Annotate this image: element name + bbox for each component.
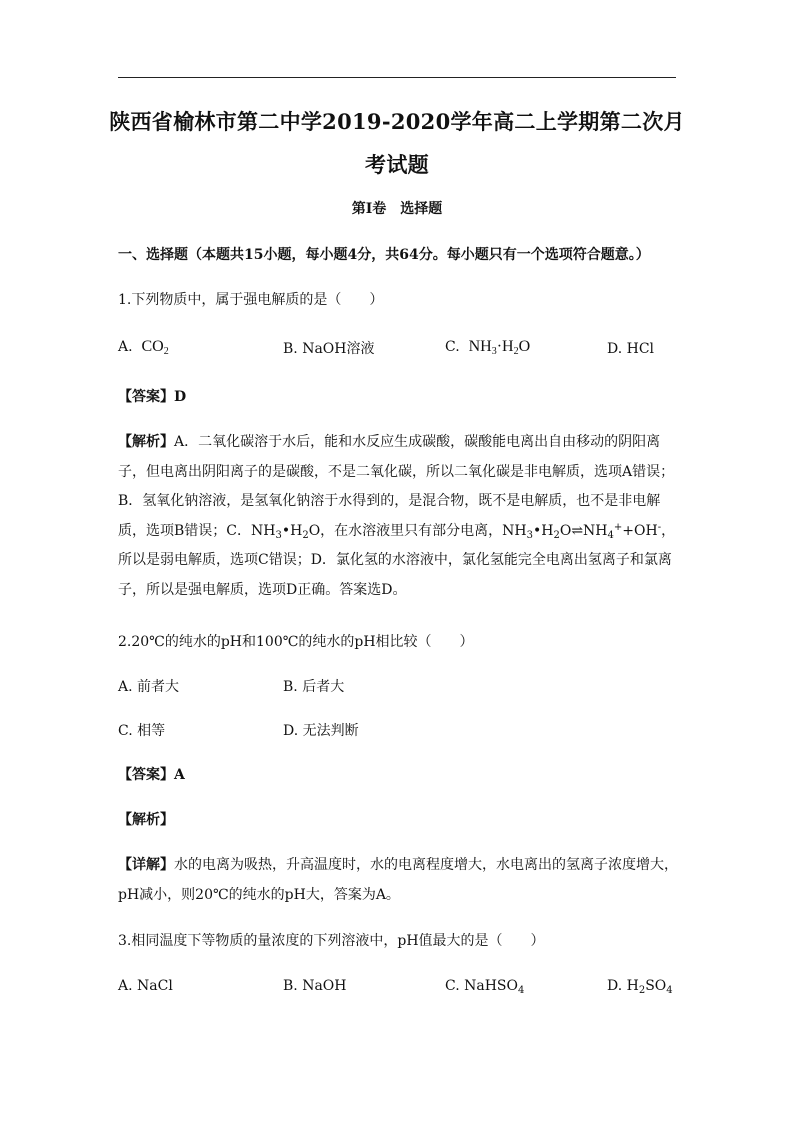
q1-analysis-label: 【解析】 bbox=[118, 434, 174, 450]
question-1-stem: 1.下列物质中，属于强电解质的是（ ） bbox=[118, 292, 384, 308]
q3-d-sub1: 2 bbox=[638, 985, 646, 996]
q3-d-mid: SO bbox=[645, 978, 667, 994]
q2-analysis: 【解析】 bbox=[118, 812, 174, 828]
q1-c-dot: ·H bbox=[496, 338, 514, 355]
q1-a-main: CO bbox=[141, 338, 164, 355]
part-heading: 一、选择题（本题共15小题，每小题4分，共64分。每小题只有一个选项符合题意。） bbox=[118, 247, 650, 263]
q1-analysis-sub-1: 3 bbox=[275, 529, 282, 541]
q1-analysis-text-4: •H bbox=[533, 522, 554, 539]
q2-option-c: C. 相等 bbox=[118, 723, 166, 739]
q2-detail-text: 水的电离为吸热，升高温度时，水的电离程度增大，水电离出的氢离子浓度增大，pH减小，则20℃的纯水的pH大，答案为A。 bbox=[118, 857, 678, 903]
q1-analysis-sup-1: + bbox=[613, 521, 623, 533]
q1-analysis-sub-2: 2 bbox=[302, 529, 309, 541]
q3-c-sub: 4 bbox=[518, 985, 525, 996]
header-rule bbox=[118, 77, 676, 78]
q1-option-c-formula bbox=[469, 338, 531, 355]
q1-c-sub2: 2 bbox=[513, 346, 519, 357]
document-title bbox=[90, 100, 704, 186]
section-header: 第Ⅰ卷 选择题 bbox=[351, 201, 443, 217]
q1-option-a-label: A. bbox=[118, 339, 133, 355]
q1-option-d: D. HCl bbox=[607, 341, 655, 357]
q1-c-nh: NH bbox=[468, 338, 492, 355]
q2-detail bbox=[118, 851, 680, 910]
q1-option-c-label: C. bbox=[445, 339, 460, 355]
title-line-1: 陕西省榆林市第二中学2019-2020学年高二上学期第二次月 bbox=[109, 109, 685, 134]
q2-option-d: D. 无法判断 bbox=[283, 723, 359, 739]
q1-analysis-sub-5: 4 bbox=[607, 529, 614, 541]
q1-analysis-text-5: O⇌NH bbox=[559, 522, 608, 539]
q2-option-a: A. 前者大 bbox=[118, 679, 180, 695]
q1-analysis-sub-4: 2 bbox=[553, 529, 560, 541]
q1-analysis-sup-2: - bbox=[657, 521, 662, 533]
q1-analysis-sub-3: 3 bbox=[526, 529, 533, 541]
q2-option-b: B. 后者大 bbox=[283, 679, 345, 695]
q1-c-o: O bbox=[518, 338, 531, 355]
q1-option-c bbox=[445, 337, 530, 357]
q1-analysis-text-3: O，在水溶液里只有部分电离，NH bbox=[308, 522, 527, 539]
q1-option-b: B. NaOH溶液 bbox=[283, 341, 375, 357]
q3-d-sub2: 4 bbox=[666, 985, 673, 996]
question-2-stem: 2.20℃的纯水的pH和100℃的纯水的pH相比较（ ） bbox=[118, 634, 474, 650]
q1-analysis-text-1: A．二氧化碳溶于水后，能和水反应生成碳酸，碳酸能电离出自由移动的阴阳离子，但电离出阴阳离子的是碳酸，不是二氧化碳，所以二氧化碳是非电解质，选项A错误；B．氢氧化钠溶液，是氢氧化钠溶于水得到的，是混合物，既不是电解质，也不是非电解质，选项B错误；C．NH bbox=[118, 434, 675, 539]
title-line-2: 考试题 bbox=[365, 152, 429, 177]
q2-detail-label: 【详解】 bbox=[118, 857, 174, 873]
q3-option-d bbox=[607, 976, 673, 996]
q3-c-main: C. NaHSO bbox=[445, 978, 518, 994]
q1-analysis bbox=[118, 428, 680, 605]
q1-analysis-text-7: ，所以是弱电解质，选项C错误；D．氯化氢的水溶液中，氯化氢能完全电离出氢离子和氯离子，所以是强电解质，选项D正确。答案选D。 bbox=[118, 522, 676, 598]
q3-option-a: A. NaCl bbox=[118, 978, 173, 994]
q1-answer: 【答案】D bbox=[118, 389, 187, 405]
q1-option-a bbox=[118, 337, 169, 357]
q3-option-b: B. NaOH bbox=[283, 978, 347, 994]
q2-answer: 【答案】A bbox=[118, 767, 185, 783]
q1-c-sub1: 3 bbox=[491, 346, 497, 357]
q3-option-c bbox=[445, 976, 524, 996]
question-3-stem: 3.相同温度下等物质的量浓度的下列溶液中，pH值最大的是（ ） bbox=[118, 933, 545, 949]
q1-analysis-text-6: +OH bbox=[622, 522, 658, 539]
q1-analysis-text-2: •H bbox=[281, 522, 303, 539]
q1-option-a-formula bbox=[141, 338, 168, 355]
q1-a-sub: 2 bbox=[163, 346, 169, 357]
q3-d-main: D. H bbox=[607, 978, 639, 994]
